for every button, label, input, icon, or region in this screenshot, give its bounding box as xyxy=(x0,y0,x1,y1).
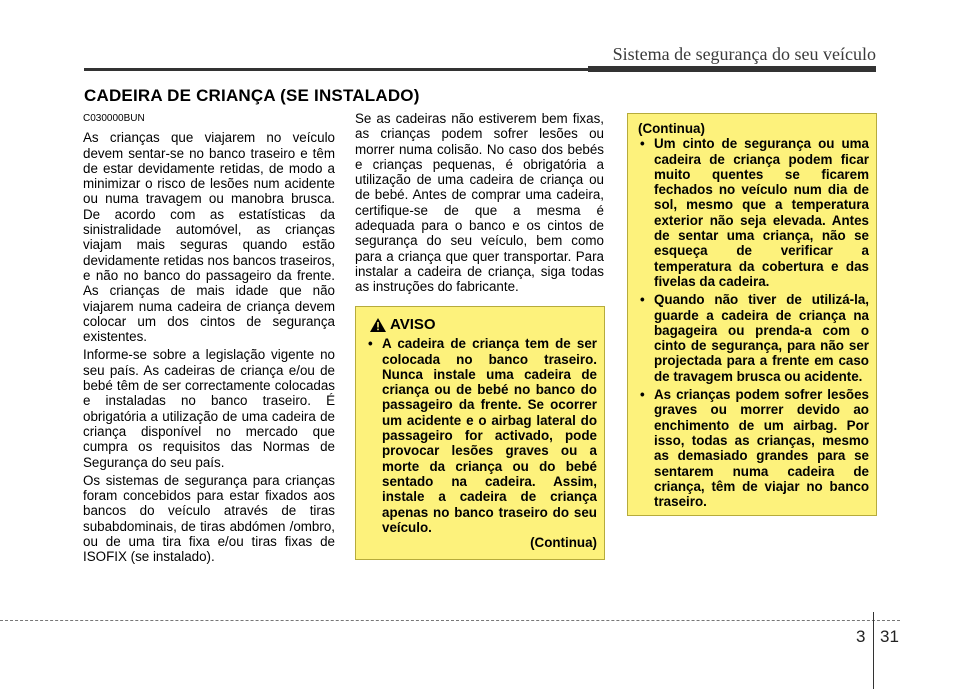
text-column-middle xyxy=(355,111,604,298)
continued-list xyxy=(638,136,869,509)
continued-text: Um cinto de segurança ou uma cadeira de criança podem ficar muito quentes se ficarem fechados no veículo num dia de sol, mesmo que a temperatura exterior não seja elevada. Antes de sentar uma criança, não se esqueça de verificar a temperatura da cobertura e das fivelas da cadeira. xyxy=(654,136,869,289)
continued-label: (Continua) xyxy=(638,121,705,136)
continues-note: (Continua) xyxy=(530,535,597,551)
paragraph: Informe-se sobre a legislação vigente no seu país. As cadeiras de criança e/ou de bebé têm de ser correctamente colocadas e instaladas no banco traseiro. É obrigatória a utilização de uma cadeira de criança disponível no mercado que cumpra os requisitos das Normas de Segurança do seu país. xyxy=(83,347,335,470)
warning-list xyxy=(366,336,597,550)
warning-box xyxy=(355,306,605,560)
header-rule-accent xyxy=(588,66,876,72)
warning-header xyxy=(370,317,597,332)
page-number: 31 xyxy=(880,627,899,646)
list-item xyxy=(638,136,869,289)
warning-text: A cadeira de criança tem de ser colocada no banco traseiro. Nunca instale uma cadeira de criança ou de bebé no banco do passageiro da frente. Se ocorrer um acidente e o airbag lateral do passageiro for activado, pode provocar lesões graves ou a morte da criança ou do bebé sentado na cadeira. Assim, instale a cadeira de criança apenas no banco traseiro do seu veículo. xyxy=(382,336,597,535)
footer-rule xyxy=(0,620,900,621)
section-code: C030000BUN xyxy=(83,113,145,124)
page-separator xyxy=(873,612,874,689)
list-item xyxy=(638,387,869,509)
text-column-left xyxy=(83,111,335,568)
paragraph: Os sistemas de segurança para crianças foram concebidos para estar fixados aos bancos do veículo através de tiras subabdominais, de tiras abdómen /ombro, ou de uma tira fixa e/ou tiras fixas de ISOFIX (se instalado). xyxy=(83,472,335,565)
bullet: • xyxy=(368,336,373,352)
paragraph: Se as cadeiras não estiverem bem fixas, as crianças podem sofrer lesões ou morrer numa colisão. No caso dos bebés e crianças pequenas, é obrigatória a utilização de uma cadeira de criança ou de bebé. Antes de comprar uma cadeira, certifique-se de que a mesma é adequada para o banco e os cintos de segurança do seu veículo, bem como para a criança que quer transportar. Para instalar a cadeira de criança, siga todas as instruções do fabricante. xyxy=(355,111,604,295)
warning-triangle-icon xyxy=(370,318,386,332)
continued-text: Quando não tiver de utilizá-la, guarde a cadeira de criança na bagageira ou prenda-a com o cinto de segurança, para não ser projectada para a frente em caso de travagem brusca ou acidente. xyxy=(654,292,869,384)
continued-text: As crianças podem sofrer lesões graves ou morrer devido ao enchimento de um airbag. Por isso, todas as crianças, mesmo as demasiado grandes para se sentarem numa cadeira de criança, têm de viajar no banco traseiro. xyxy=(654,387,869,510)
section-heading: CADEIRA DE CRIANÇA (SE INSTALADO) xyxy=(84,86,420,105)
bullet: • xyxy=(640,136,645,152)
paragraph: As crianças que viajarem no veículo devem sentar-se no banco traseiro e têm de estar devidamente retidas, de modo a minimizar o risco de lesões num acidente ou numa travagem ou manobra brusca. De acordo com as estatísticas da sinistralidade automóvel, as crianças viajam mais seguras quando estão devidamente retidas nos bancos traseiros, e não no banco do passageiro da frente. As crianças de mais idade que não viajarem numa cadeira de criança devem colocar um dos cintos de segurança existentes. xyxy=(83,130,335,345)
list-item xyxy=(366,336,597,550)
chapter-title: Sistema de segurança do seu veículo xyxy=(612,44,876,64)
list-item xyxy=(638,292,869,384)
continued-warning-box xyxy=(627,113,877,516)
chapter-number: 3 xyxy=(856,627,866,646)
bullet: • xyxy=(640,387,645,403)
bullet: • xyxy=(640,292,645,308)
warning-title: AVISO xyxy=(390,316,436,333)
